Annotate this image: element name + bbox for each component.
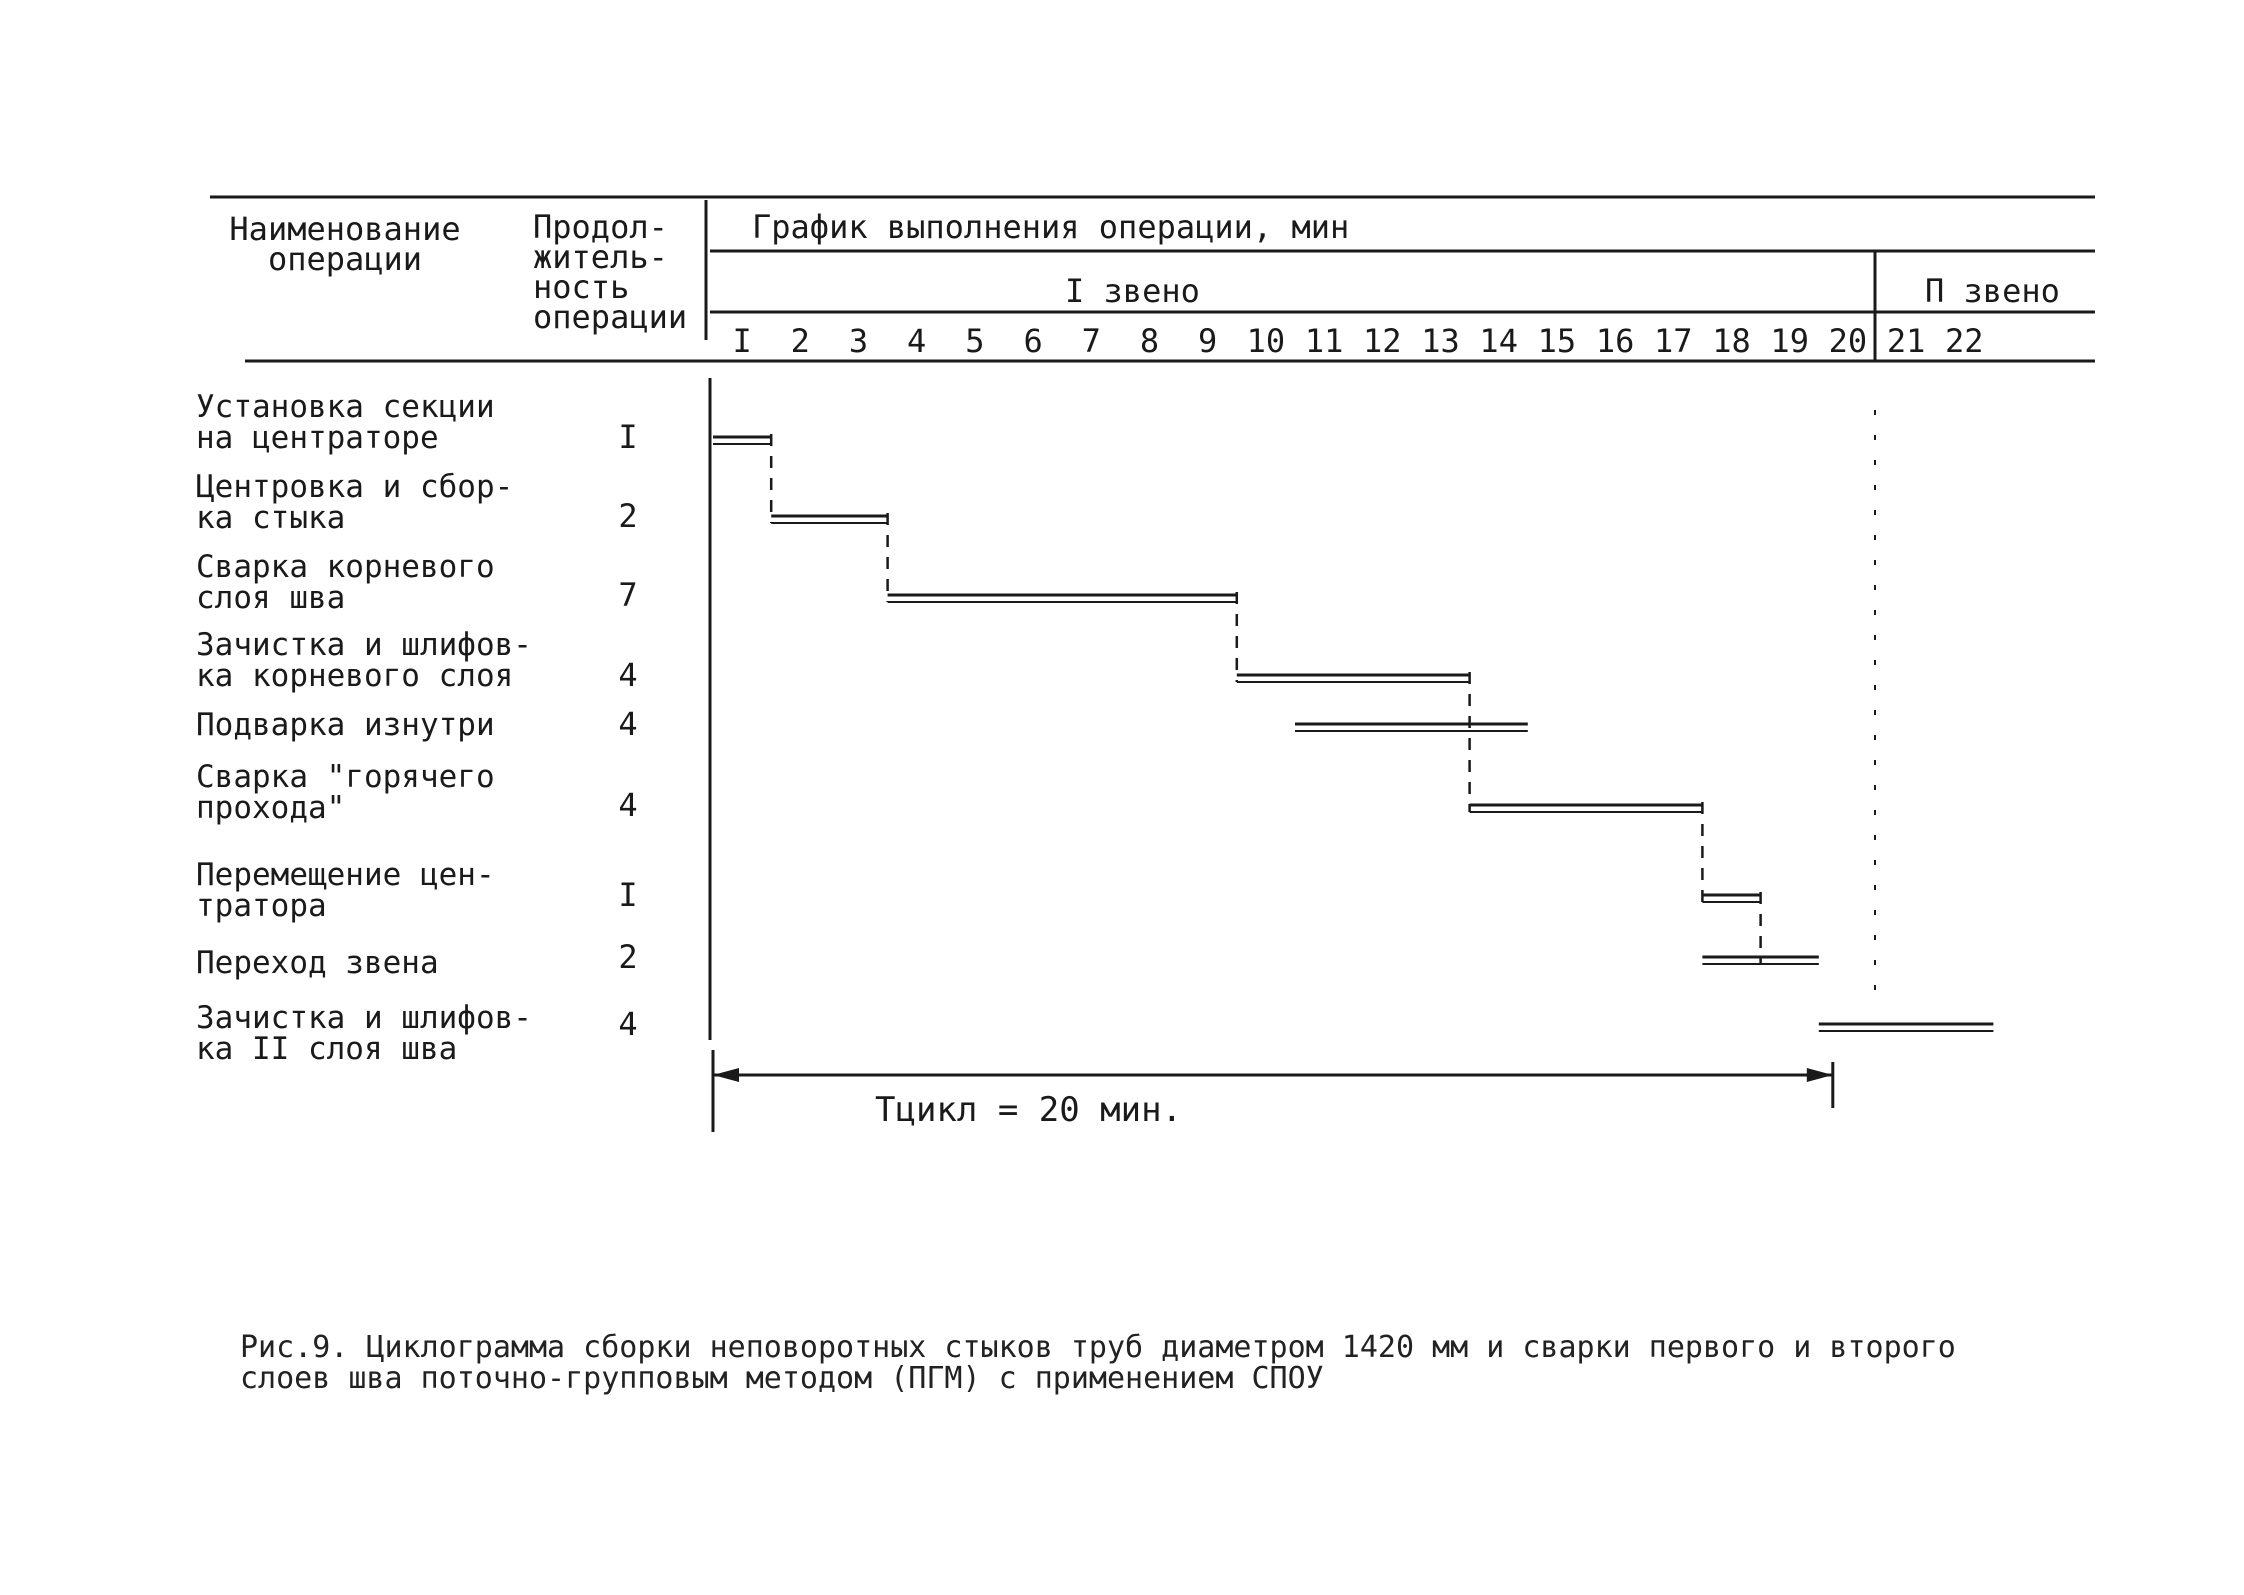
operation-duration: 2 [618, 497, 638, 535]
operation-duration: 2 [618, 938, 638, 976]
gantt-bar [1470, 805, 1703, 812]
x-tick-label: 8 [1139, 322, 1160, 360]
operation-duration: 4 [618, 786, 638, 824]
operation-duration: I [618, 876, 638, 914]
gantt-bar [771, 516, 887, 523]
x-tick-label: 2 [790, 322, 810, 360]
operation-duration: I [618, 418, 638, 456]
cycle-arrowhead-left [713, 1068, 739, 1082]
gantt-bars [713, 437, 1993, 1031]
x-tick-label: 19 [1770, 322, 1809, 360]
operation-duration: 4 [618, 1005, 638, 1043]
x-tick-label: 7 [1081, 322, 1101, 360]
x-tick-label: 4 [907, 322, 927, 360]
figure-caption: Рис.9. Циклограмма сборки неповоротных стыков труб диаметром 1420 мм и сварки первого и второго слоев шва поточно-групповым методом (ПГМ) с применением СПОУ [240, 1330, 1956, 1396]
x-tick-label: 13 [1421, 322, 1460, 360]
x-tick-label: 14 [1479, 322, 1518, 360]
gantt-bar [1702, 895, 1760, 902]
x-tick-label: 18 [1712, 322, 1751, 360]
x-tick-label: 9 [1198, 322, 1218, 360]
x-tick-label: 3 [848, 322, 869, 360]
x-tick-label: 21 [1886, 322, 1926, 360]
operation-duration: 4 [618, 656, 638, 694]
operation-name: Переход звена [196, 945, 439, 981]
operation-duration: 4 [618, 705, 638, 743]
operation-duration: 7 [618, 576, 638, 614]
operation-name: Сварка "горячего прохода" [196, 759, 495, 826]
gantt-bar [1237, 675, 1470, 682]
column-header-name-text: Наименование операции [229, 210, 461, 278]
cycle-label [875, 1090, 1182, 1130]
x-tick-label: 22 [1945, 322, 1984, 360]
gantt-connectors [771, 434, 1760, 964]
x-tick-label: 5 [965, 322, 985, 360]
operation-name: Установка секции на центраторе [196, 389, 495, 456]
group-label-2: П звено [1925, 272, 2060, 310]
column-header-duration: Продол- житель- ность операции [533, 208, 688, 336]
cycle-label-text: Тцикл = 20 мин. [875, 1090, 1183, 1130]
gantt-bar [713, 437, 771, 444]
x-tick-label: I [732, 322, 752, 360]
x-tick-label: 12 [1363, 322, 1402, 360]
x-tick-label: 15 [1537, 322, 1577, 360]
x-tick-label: 6 [1023, 322, 1043, 360]
gantt-bar [1295, 724, 1528, 731]
x-tick-label: 20 [1828, 322, 1868, 360]
operation-name: Зачистка и шлифов- ка II слоя шва [196, 1000, 532, 1067]
operation-name: Перемещение цен- тратора [196, 857, 495, 924]
operation-name: Подварка изнутри [196, 707, 495, 743]
table-frame [210, 197, 2095, 1040]
x-tick-label: 11 [1304, 322, 1344, 360]
cycle-arrowhead-right [1807, 1068, 1833, 1082]
gantt-bar [888, 595, 1237, 602]
operation-name: Зачистка и шлифов- ка корневого слоя [196, 627, 532, 694]
x-tick-label: 17 [1654, 322, 1693, 360]
x-tick-label: 16 [1595, 322, 1635, 360]
group-label-1: I звено [1065, 272, 1200, 310]
operation-name: Центровка и сбор- ка стыка [196, 469, 514, 536]
gantt-bar [1819, 1024, 1994, 1031]
x-tick-label: 10 [1246, 322, 1286, 360]
column-header-schedule: График выполнения операции, мин [752, 208, 1350, 246]
operation-name: Сварка корневого слоя шва [196, 549, 495, 616]
